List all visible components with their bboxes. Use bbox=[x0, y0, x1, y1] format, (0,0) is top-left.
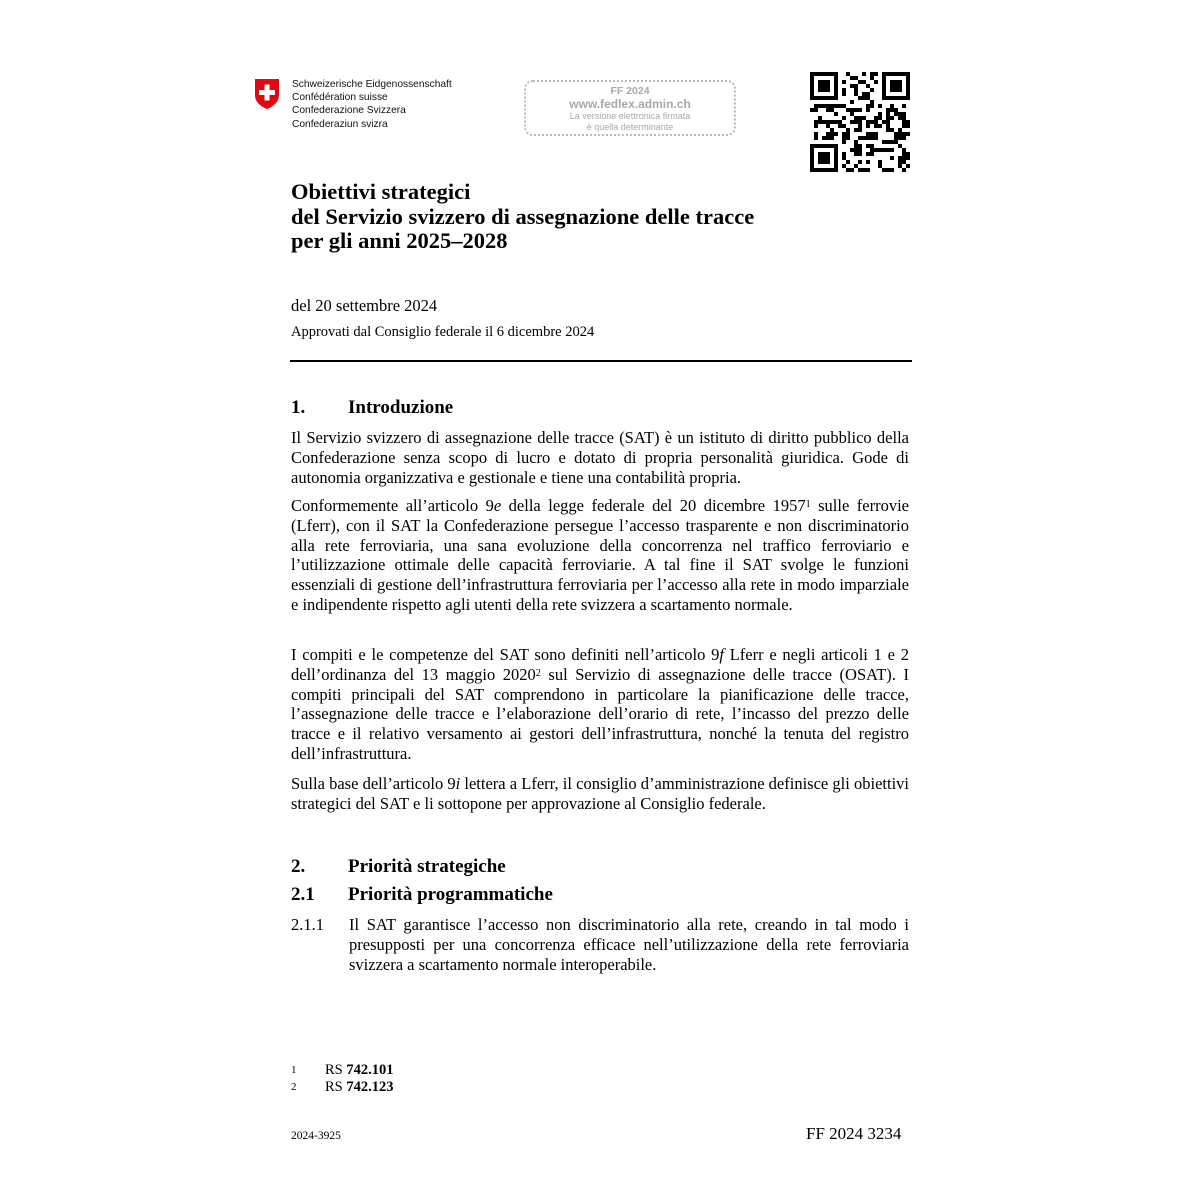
footnote-2-prefix: RS bbox=[325, 1079, 347, 1095]
paragraph-2 bbox=[291, 496, 909, 615]
section-2-title: Priorità strategiche bbox=[348, 856, 506, 877]
page-reference: FF 2024 3234 bbox=[806, 1124, 902, 1143]
document-date: del 20 settembre 2024 bbox=[291, 296, 438, 315]
section-1-heading bbox=[291, 397, 453, 419]
stamp-note-1: La versione elettronica firmata bbox=[569, 111, 691, 121]
subsection-2-1-title: Priorità programmatiche bbox=[348, 884, 553, 905]
subsection-2-1-number: 2.1 bbox=[291, 884, 315, 905]
section-2-heading bbox=[291, 856, 506, 878]
paragraph-2-article-letter: e bbox=[493, 496, 502, 515]
qr-code-icon bbox=[810, 72, 910, 172]
item-2-1-1 bbox=[291, 915, 909, 974]
paragraph-3-part-c: sul Servizio di assegnazione delle tracce (OSAT). I compiti principali del SAT comprendono in particolare la pianificazione delle tracce, l’assegnazione delle tracce e l’elaborazione dell’orario di rete, l’incasso del prezzo delle tracce e il relativo versamento ai gestori dell’infrastruttura, nonché la tenuta del registro dell’infrastruttura. bbox=[291, 664, 909, 763]
swiss-coat-of-arms-icon bbox=[254, 78, 280, 110]
paragraph-4-article-letter: i bbox=[455, 774, 461, 793]
paragraph-2-part-b: della legge federale del 20 dicembre 1957 bbox=[501, 496, 806, 515]
document-number: 2024-3925 bbox=[291, 1130, 341, 1142]
confederation-name-rm: Confederaziun svizra bbox=[292, 118, 388, 130]
paragraph-4-part-b: lettera a Lferr, il consiglio d’amministrazione definisce gli obiettivi strategici del SAT e li sottopone per approvazione al Consiglio federale. bbox=[291, 774, 909, 813]
title-divider bbox=[290, 360, 912, 362]
title-line-1: Obiettivi strategici bbox=[291, 179, 471, 204]
footnote-2-link[interactable]: 742.123 bbox=[346, 1079, 394, 1095]
footnote-1-number: 1 bbox=[291, 1064, 297, 1076]
approval-note: Approvati dal Consiglio federale il 6 dicembre 2024 bbox=[291, 324, 595, 340]
paragraph-3-part-b: Lferr e negli articoli 1 e 2 dell’ordinanza del 13 maggio 2020 bbox=[291, 645, 909, 684]
title-line-3: per gli anni 2025–2028 bbox=[291, 228, 508, 253]
confederation-name-de: Schweizerische Eidgenossenschaft bbox=[292, 79, 452, 90]
official-stamp bbox=[524, 80, 736, 136]
title-line-2: del Servizio svizzero di assegnazione delle tracce bbox=[291, 203, 755, 229]
item-2-1-1-text: Il SAT garantisce l’accesso non discriminatorio alla rete, creando in tal modo i presupposti per una concorrenza efficace nell’utilizzazione della rete ferroviaria svizzera a scartamento normale interoperabile. bbox=[349, 915, 909, 974]
section-1-title: Introduzione bbox=[348, 397, 454, 418]
confederation-names bbox=[292, 78, 452, 131]
footnote-2-number: 2 bbox=[291, 1081, 297, 1093]
paragraph-1: Il Servizio svizzero di assegnazione delle tracce (SAT) è un istituto di diritto pubblico della Confederazione senza scopo di lucro e dotato di propria personalità giuridica. Gode di autonomia organizzativa e gestionale e tiene una contabilità propria. bbox=[291, 428, 909, 487]
footnote-2 bbox=[291, 1079, 394, 1096]
stamp-url: www.fedlex.admin.ch bbox=[569, 97, 691, 111]
document-title bbox=[291, 180, 911, 254]
confederation-name-it: Confederazione Svizzera bbox=[292, 105, 406, 117]
paragraph-3-article-letter: f bbox=[719, 645, 724, 664]
footnote-1-prefix: RS bbox=[325, 1062, 347, 1078]
confederation-name-fr: Confédération suisse bbox=[292, 92, 388, 104]
paragraph-4-part-a: Sulla base dell’articolo 9 bbox=[291, 774, 456, 793]
section-2-number: 2. bbox=[291, 856, 306, 877]
footnote-1 bbox=[291, 1062, 394, 1079]
item-2-1-1-number: 2.1.1 bbox=[291, 915, 324, 934]
stamp-ff: FF 2024 bbox=[610, 85, 650, 97]
paragraph-4 bbox=[291, 774, 909, 814]
paragraph-3 bbox=[291, 645, 909, 764]
paragraph-3-part-a: I compiti e le competenze del SAT sono definiti nell’articolo 9 bbox=[291, 645, 720, 664]
footnote-ref-2[interactable]: 2 bbox=[535, 667, 541, 679]
paragraph-2-part-a: Conformemente all’articolo 9 bbox=[291, 496, 494, 515]
footnote-1-link[interactable]: 742.101 bbox=[346, 1062, 394, 1078]
paragraph-2-part-c: sulle ferrovie (Lferr), con il SAT la Confederazione persegue l’accesso trasparente e non discriminatorio alla rete ferroviaria, una sana evoluzione della concorrenza nel traffico ferroviario e l’utilizzazione ottimale delle capacità ferroviarie. A tal fine il SAT svolge le funzioni essenziali di gestione dell’infrastruttura ferroviaria per l’accesso alla rete in modo imparziale e indipendente rispetto agli utenti della rete svizzera a scartamento normale. bbox=[291, 496, 909, 614]
footnote-ref-1[interactable]: 1 bbox=[805, 499, 811, 510]
section-1-number: 1. bbox=[291, 397, 306, 418]
subsection-2-1-heading bbox=[291, 884, 553, 906]
stamp-note-2: è quella determinante bbox=[586, 122, 674, 132]
